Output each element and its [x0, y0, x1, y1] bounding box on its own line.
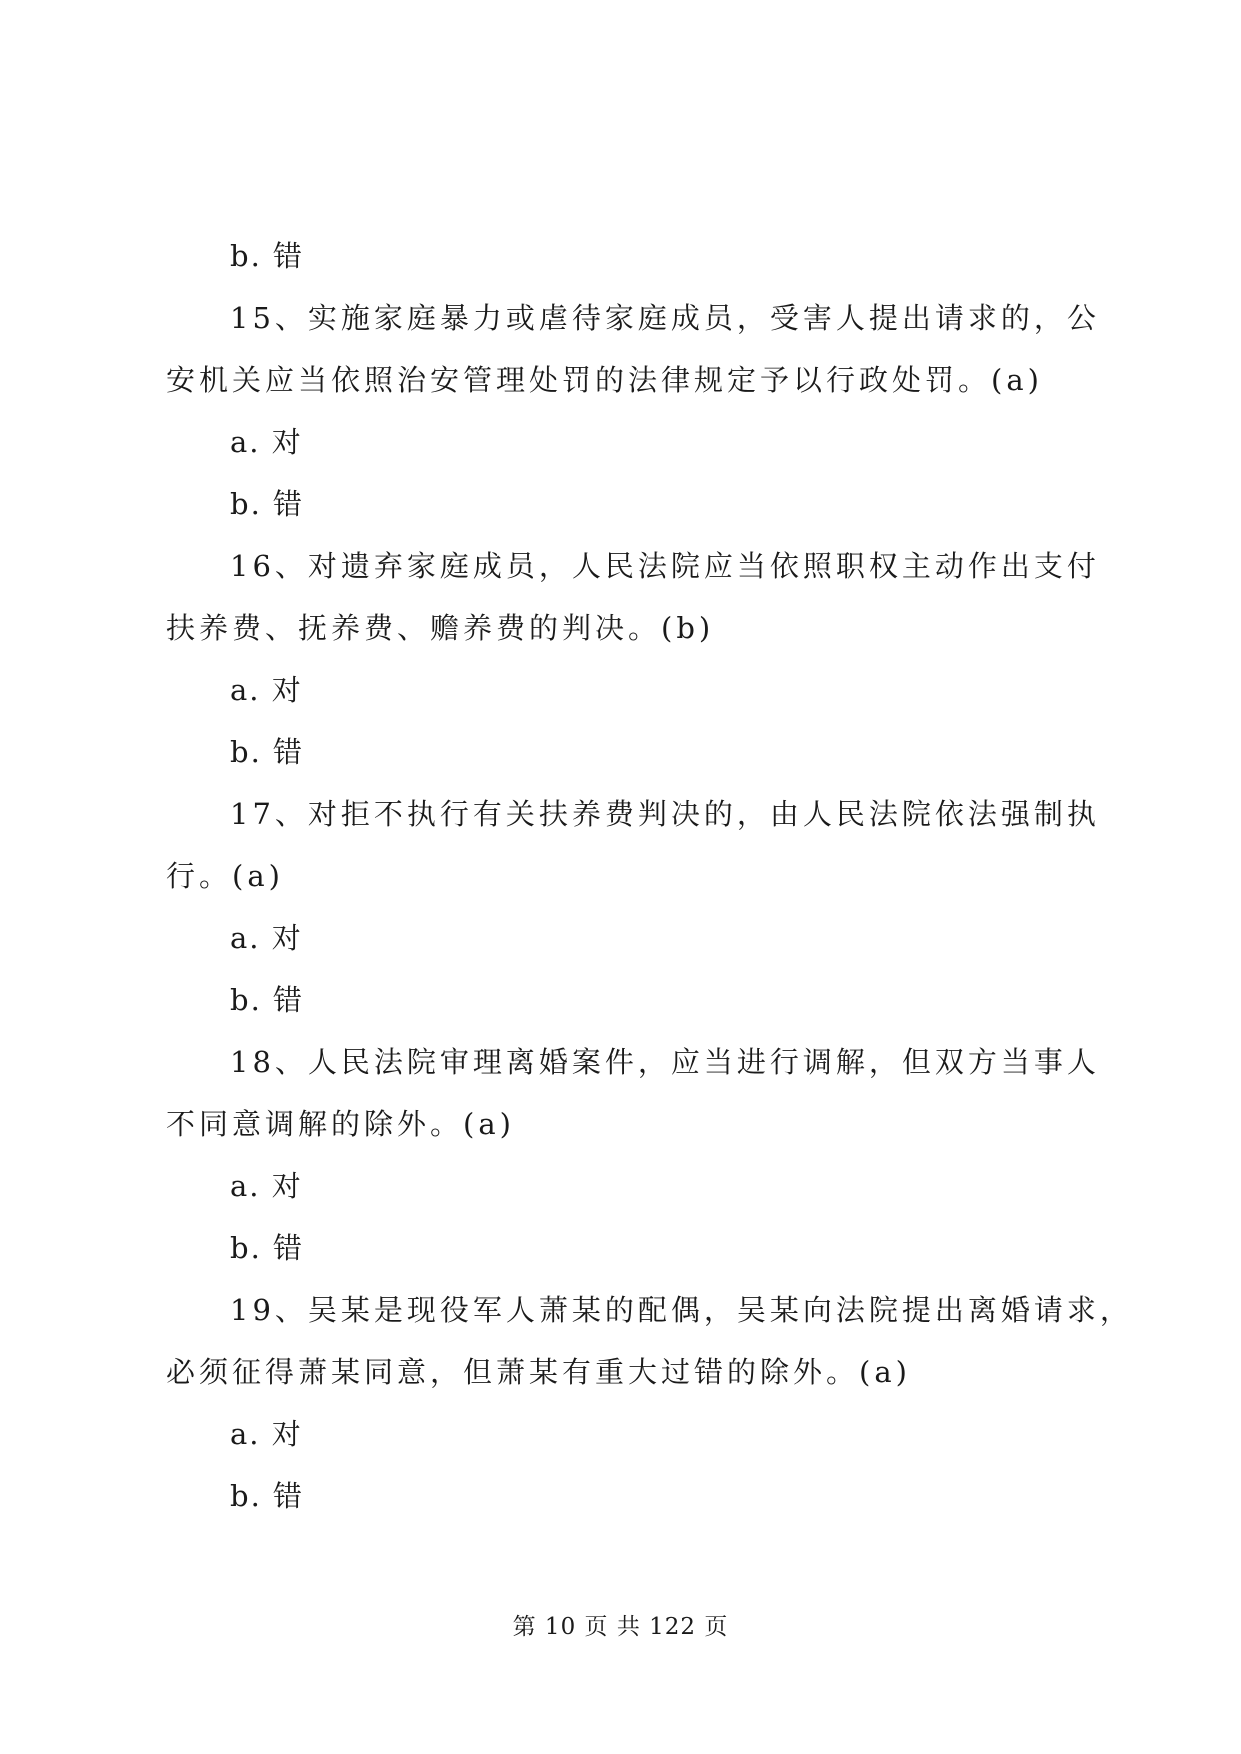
question-text-line: 15、实施家庭暴力或虐待家庭成员，受害人提出请求的，公: [230, 301, 1100, 335]
question-text-line: 18、人民法院审理离婚案件，应当进行调解，但双方当事人: [230, 1045, 1100, 1079]
question-text-line: 19、吴某是现役军人萧某的配偶，吴某向法院提出离婚请求，: [230, 1293, 1133, 1327]
question-15: [166, 287, 1100, 535]
option-b: b. 错: [230, 983, 305, 1017]
page-content: [166, 225, 1133, 1527]
option-b: b. 错: [230, 1479, 305, 1513]
option-b: b. 错: [230, 735, 305, 769]
question-17: [166, 783, 1100, 1031]
option-a: a. 对: [230, 425, 303, 459]
option-a: a. 对: [230, 1169, 303, 1203]
option-b: b. 错: [230, 487, 305, 521]
question-text-line: 17、对拒不执行有关扶养费判决的，由人民法院依法强制执: [230, 797, 1100, 831]
question-19: [166, 1279, 1133, 1527]
question-18: [166, 1031, 1100, 1279]
question-text-line: 16、对遗弃家庭成员，人民法院应当依照职权主动作出支付: [230, 549, 1100, 583]
question-text-line: 行。(a): [166, 859, 284, 893]
option-a: a. 对: [230, 921, 303, 955]
option-a: a. 对: [230, 1417, 303, 1451]
option-a: a. 对: [230, 673, 303, 707]
option-b: b. 错: [230, 1231, 305, 1265]
option-b: b. 错: [230, 239, 305, 273]
question-text-line: 扶养费、抚养费、赡养费的判决。(b): [166, 611, 715, 645]
question-text-line: 不同意调解的除外。(a): [166, 1107, 515, 1141]
page-footer: 第 10 页 共 122 页: [512, 1614, 729, 1640]
question-text-line: 必须征得萧某同意，但萧某有重大过错的除外。(a): [166, 1355, 911, 1389]
question-16: [166, 535, 1100, 783]
question-text-line: 安机关应当依照治安管理处罚的法律规定予以行政处罚。(a): [166, 363, 1043, 397]
